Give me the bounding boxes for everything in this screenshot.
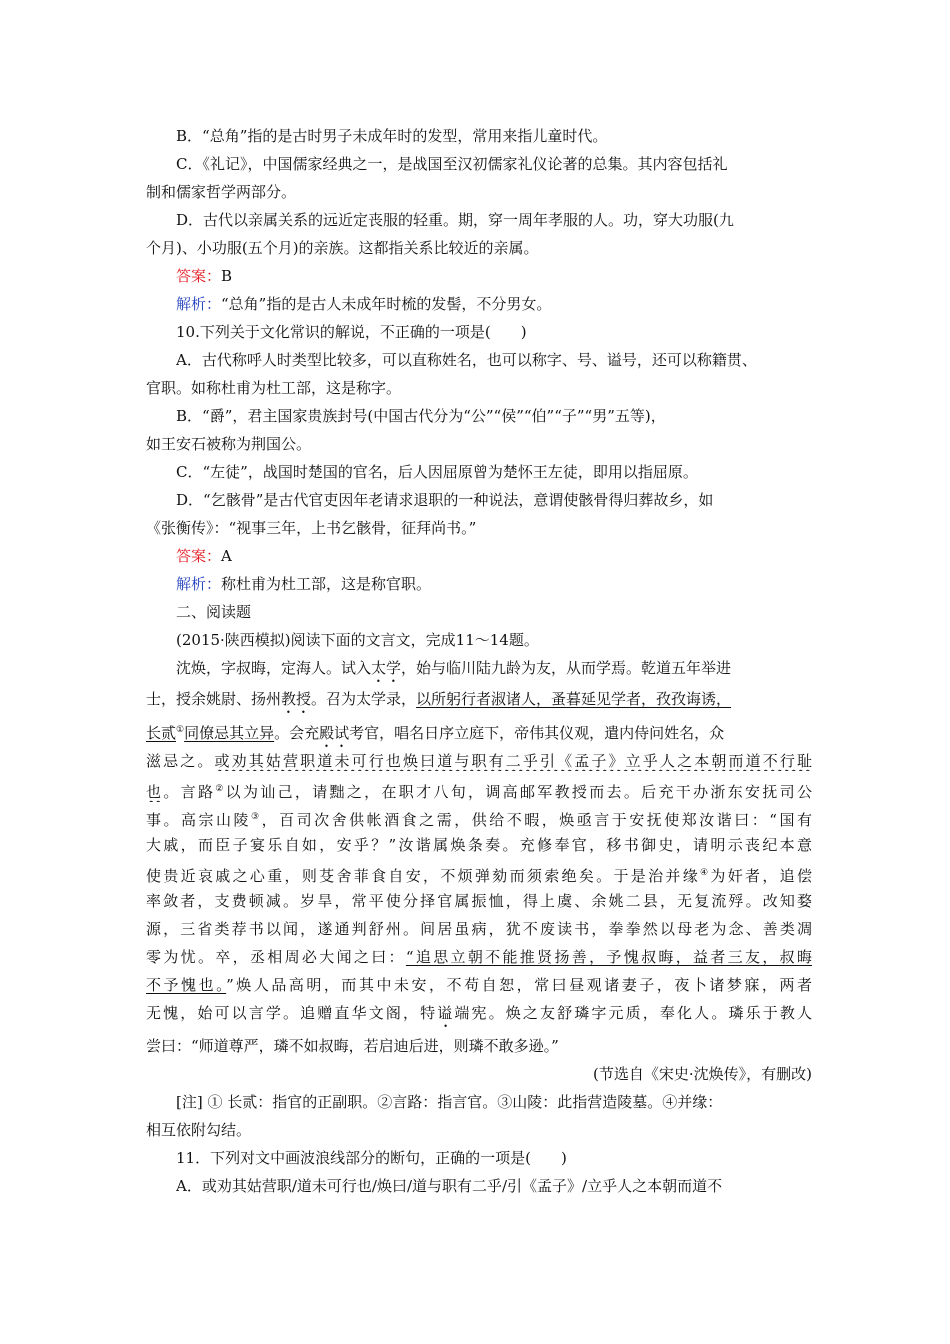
passage-line (146, 863, 812, 886)
passage-line (146, 689, 812, 717)
dotted-term: 太学 (371, 659, 402, 677)
analysis-label: 解析： (176, 575, 222, 593)
passage-text: 。言路 (163, 783, 216, 801)
q10-option-c: C．“左徒”，战国时楚国的官名，后人因屈原曾为楚怀王左徒，即用以指屈原。 (176, 463, 698, 481)
passage-line (146, 779, 812, 802)
q9-option-b: B．“总角”指的是古时男子未成年时的发型，常用来指儿童时代。 (176, 127, 608, 145)
passage-line: 尝曰：“师道尊严，璘不如叔晦，若启迪后进，则璘不敢多逊。” (146, 1037, 559, 1055)
q9-analysis (176, 294, 812, 314)
section-intro: (2015·陕西模拟)阅读下面的文言文，完成11～14题。 (176, 631, 539, 649)
passage-line: 率敛者，支费顿减。岁旱，常平使分择官属振恤，得上虞、余姚二县，无复流殍。改知婺 (146, 892, 812, 910)
analysis-label: 解析： (176, 295, 222, 313)
passage-text: 无愧，始可以言学。追赠直华文阁，特 (146, 1004, 438, 1022)
passage-line (146, 720, 812, 751)
passage-line (146, 947, 812, 967)
passage-text: ，百司次舍供帐酒食之需，供给不暇，焕亟言于安抚使郑汝谐曰：“国有 (261, 811, 812, 829)
analysis-text: 称杜甫为杜工部，这是称官职。 (221, 575, 432, 593)
underlined-sentence: 以所躬行者淑诸人，蚤暮延见学者，孜孜诲诱， (416, 690, 732, 708)
notes-line2: 相互依附勾结。 (146, 1121, 252, 1139)
passage-line (146, 751, 812, 771)
wavy-underlined-sentence: 也 (146, 783, 164, 801)
q10-analysis (176, 574, 812, 594)
dotted-term: 谥 (437, 1004, 455, 1022)
underlined-sentence: “追思立朝不能推贤扬善，予愧叔晦，益者三友，叔晦 (405, 948, 812, 966)
q10-option-b-line1: B．“爵”，君主国家贵族封号(中国古代分为“公”“侯”“伯”“子”“男”五等)， (176, 407, 666, 425)
footnote-marker: ④ (700, 868, 711, 878)
q10-option-d-line2: 《张衡传》：“视事三年，上书乞骸骨，征拜尚书。” (146, 519, 477, 537)
notes-line1: [注] ① 长贰：指官的正副职。②言路：指言官。③山陵：此指营造陵墓。④并缘： (176, 1093, 723, 1111)
answer-value: A (221, 547, 232, 565)
passage-text: 以为讪己，请黜之，在职才八旬，调高邮军教授而去。后充干办浙东安抚司公 (225, 783, 812, 801)
passage-text: 滋忌之。 (146, 752, 215, 770)
answer-value: B (221, 267, 233, 285)
passage-text: ”焕人品高明，而其中未安，不苟自恕，常曰昼观诸妻子，夜卜诸梦寐，两者 (226, 976, 812, 994)
q10-option-a-line2: 官职。如称杜甫为杜工部，这是称字。 (146, 379, 402, 397)
passage-line: 大戚，而臣子宴乐自如，安乎？”汝谐属焕条奏。充修奉官，移书御史，请明示丧纪本意 (146, 836, 812, 854)
passage-line (176, 658, 812, 686)
underlined-sentence: 不予愧也。 (146, 976, 227, 994)
footnote-marker: ① (176, 725, 185, 735)
q11-option-a: A．或劝其姑营职/道未可行也/焕曰/道与职有二乎/引《孟子》/立乎人之本朝而道不 (176, 1177, 723, 1195)
passage-text: 。会充 (274, 724, 320, 742)
passage-line (146, 1003, 812, 1031)
answer-label: 答案： (176, 547, 222, 565)
q9-option-d-line1: D．古代以亲属关系的远近定丧服的轻重。期，穿一周年孝服的人。功，穿大功服(九 (176, 211, 734, 229)
q11-stem: 11．下列对文中画波浪线部分的断句，正确的一项是( ) (176, 1149, 567, 1167)
q9-answer (176, 266, 812, 286)
dotted-term: 教授 (281, 690, 312, 708)
underlined-sentence: 同僚忌其立异 (184, 724, 275, 742)
passage-line (146, 807, 812, 830)
passage-text: 沈焕，字叔晦，定海人。试入 (176, 659, 372, 677)
passage-source: (节选自《宋史·沈焕传》，有删改) (593, 1065, 812, 1083)
q10-stem: 10.下列关于文化常识的解说，不正确的一项是( ) (176, 323, 527, 341)
answer-label: 答案： (176, 267, 222, 285)
wavy-underlined-sentence: 或劝其姑营职道未可行也焕曰道与职有二乎引《孟子》立乎人之本朝而道不行耻 (214, 752, 812, 770)
q10-answer (176, 546, 812, 566)
passage-text: 士，授余姚尉、扬州 (146, 690, 282, 708)
analysis-text: “总角”指的是古人未成年时梳的发髻，不分男女。 (221, 295, 552, 313)
q9-option-c-line1: C．《礼记》，中国儒家经典之一，是战国至汉初儒家礼仪论著的总集。其内容包括礼 (176, 155, 728, 173)
section-title: 二、阅读题 (176, 603, 252, 621)
q9-option-d-line2: 个月)、小功服(五个月)的亲族。这都指关系比较近的亲属。 (146, 239, 539, 257)
passage-text: 零为忧。卒，丞相周必大闻之曰： (146, 948, 406, 966)
passage-text: 。召为太学录， (311, 690, 417, 708)
passage-text: 为奸者，追偿 (710, 867, 812, 885)
passage-text: 端宪。焕之友舒璘字元质，奉化人。璘乐于教人 (454, 1004, 812, 1022)
passage-line (146, 975, 812, 995)
footnote-marker: ② (215, 784, 226, 794)
underlined-sentence: 长贰 (146, 724, 177, 742)
q9-option-c-line2: 制和儒家哲学两部分。 (146, 183, 297, 201)
passage-text: 事。高宗山陵 (146, 811, 252, 829)
passage-text: 考官，唱名日序立庭下，帝伟其仪观，遣内侍问姓名，众 (349, 724, 725, 742)
passage-line: 源，三省类荐书以闻，遂通判舒州。间居虽病，犹不废读书，拳拳然以母老为念、善类凋 (146, 920, 812, 938)
dotted-term: 殿试 (319, 724, 350, 742)
passage-text: 使贵近哀戚之心重，则芟舍菲食自安，不烦弹劾而须索绝矣。于是治并缘 (146, 867, 701, 885)
footnote-marker: ③ (251, 812, 262, 822)
passage-text: ，始与临川陆九龄为友，从而学焉。乾道五年举进 (401, 659, 732, 677)
q10-option-d-line1: D．“乞骸骨”是古代官吏因年老请求退职的一种说法，意谓使骸骨得归葬故乡，如 (176, 491, 714, 509)
q10-option-b-line2: 如王安石被称为荆国公。 (146, 435, 312, 453)
q10-option-a-line1: A．古代称呼人时类型比较多，可以直称姓名，也可以称字、号、谥号，还可以称籍贯、 (176, 351, 757, 369)
